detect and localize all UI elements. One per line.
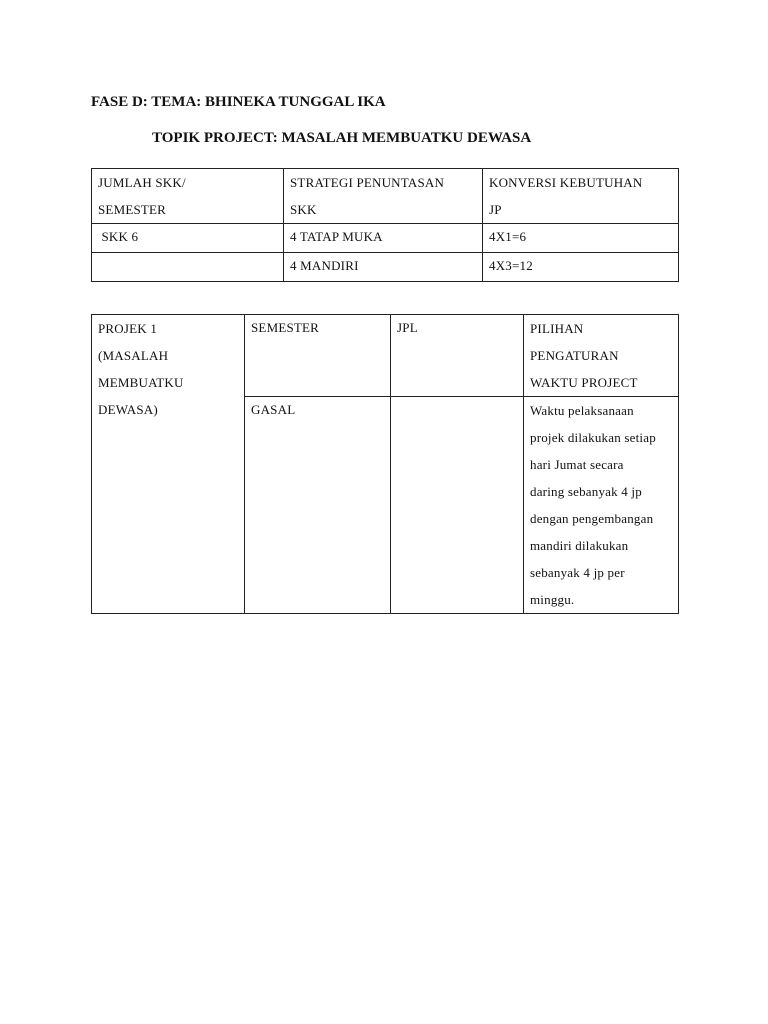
time-arrangement-value: Waktu pelaksanaan projek dilakukan setiap hari Jumat secara daring sebanyak 4 jp dengan pengembangan mandiri dilakukan sebanyak 4 jp per minggu. <box>530 403 656 607</box>
semester-header: SEMESTER <box>251 320 320 335</box>
table-row <box>92 253 679 282</box>
table-header-cell <box>391 315 524 397</box>
table-cell <box>483 224 679 253</box>
project-name: PROJEK 1 (MASALAH MEMBUATKU DEWASA) <box>98 321 184 417</box>
table-cell <box>284 224 483 253</box>
table-cell <box>284 253 483 282</box>
table-header-cell <box>245 315 391 397</box>
jp-conversion-header: KONVERSI KEBUTUHAN JP <box>489 175 643 217</box>
project-cell <box>92 315 245 614</box>
table-row <box>92 224 679 253</box>
strategy-value: 4 TATAP MUKA <box>290 229 383 244</box>
table-cell <box>483 253 679 282</box>
strategy-header: STRATEGI PENUNTASAN SKK <box>290 175 445 217</box>
table-cell <box>92 224 284 253</box>
skk-semester-header: JUMLAH SKK/ SEMESTER <box>98 175 186 217</box>
conversion-value: 4X3=12 <box>489 258 533 273</box>
table-cell <box>391 397 524 614</box>
table-cell <box>92 253 284 282</box>
semester-value: GASAL <box>251 402 296 417</box>
project-topic-heading: TOPIK PROJECT: MASALAH MEMBUATKU DEWASA <box>152 130 532 146</box>
skk-value: SKK 6 <box>98 229 139 244</box>
strategy-value: 4 MANDIRI <box>290 258 359 273</box>
jpl-header: JPL <box>397 320 418 335</box>
project-table <box>91 314 679 614</box>
conversion-value: 4X1=6 <box>489 229 527 244</box>
table-header-cell <box>284 169 483 224</box>
time-arrangement-header: PILIHAN PENGATURAN WAKTU PROJECT <box>530 321 638 390</box>
table-header-cell <box>92 169 284 224</box>
table-cell <box>524 397 679 614</box>
table-header-cell <box>483 169 679 224</box>
table-row <box>92 169 679 224</box>
table-row <box>92 315 679 397</box>
table-header-cell <box>524 315 679 397</box>
phase-theme-heading: FASE D: TEMA: BHINEKA TUNGGAL IKA <box>91 94 386 110</box>
table-cell <box>245 397 391 614</box>
skk-table <box>91 168 679 282</box>
